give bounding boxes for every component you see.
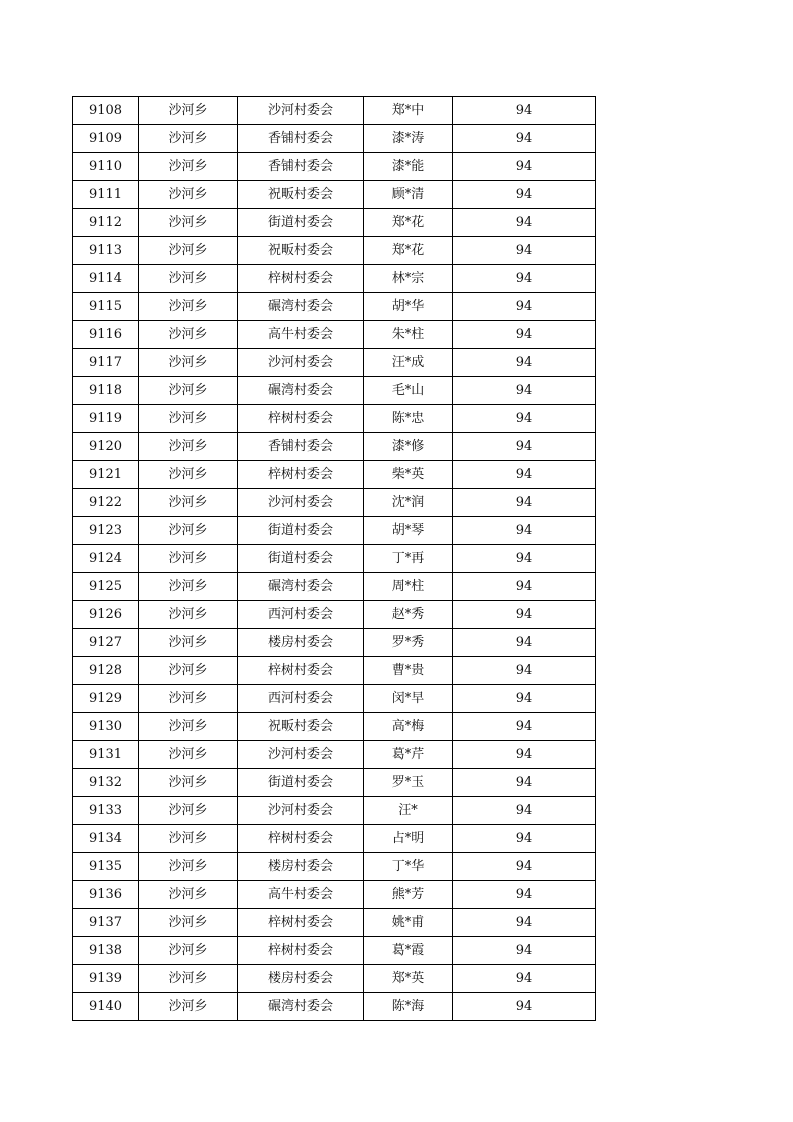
row-village-cell: 西河村委会: [238, 601, 364, 629]
row-town-cell: 沙河乡: [139, 601, 238, 629]
row-town-cell: 沙河乡: [139, 321, 238, 349]
roster-table: [72, 96, 596, 1021]
table-row: [73, 265, 596, 293]
table-row: [73, 181, 596, 209]
row-score-cell: 94: [453, 545, 596, 573]
row-village-cell: 楼房村委会: [238, 629, 364, 657]
table-row: [73, 685, 596, 713]
row-name-cell: 顾*清: [364, 181, 453, 209]
table-row: [73, 461, 596, 489]
row-village-cell: 梓树村委会: [238, 657, 364, 685]
row-id-cell: 9132: [73, 769, 139, 797]
row-score-cell: 94: [453, 741, 596, 769]
row-id-cell: 9115: [73, 293, 139, 321]
table-row: [73, 937, 596, 965]
row-name-cell: 丁*华: [364, 853, 453, 881]
row-id-cell: 9134: [73, 825, 139, 853]
row-town-cell: 沙河乡: [139, 713, 238, 741]
row-village-cell: 西河村委会: [238, 685, 364, 713]
row-village-cell: 梓树村委会: [238, 937, 364, 965]
table-row: [73, 377, 596, 405]
table-row: [73, 489, 596, 517]
row-id-cell: 9133: [73, 797, 139, 825]
row-town-cell: 沙河乡: [139, 769, 238, 797]
row-id-cell: 9137: [73, 909, 139, 937]
table-row: [73, 97, 596, 125]
row-village-cell: 梓树村委会: [238, 265, 364, 293]
row-town-cell: 沙河乡: [139, 909, 238, 937]
row-score-cell: 94: [453, 909, 596, 937]
row-name-cell: 汪*: [364, 797, 453, 825]
table-row: [73, 657, 596, 685]
table-row: [73, 769, 596, 797]
table-row: [73, 433, 596, 461]
row-name-cell: 丁*再: [364, 545, 453, 573]
row-name-cell: 闵*早: [364, 685, 453, 713]
row-village-cell: 碾湾村委会: [238, 377, 364, 405]
row-score-cell: 94: [453, 993, 596, 1021]
row-town-cell: 沙河乡: [139, 209, 238, 237]
row-id-cell: 9126: [73, 601, 139, 629]
row-name-cell: 郑*花: [364, 209, 453, 237]
row-id-cell: 9129: [73, 685, 139, 713]
table-row: [73, 853, 596, 881]
row-name-cell: 林*宗: [364, 265, 453, 293]
row-name-cell: 占*明: [364, 825, 453, 853]
row-village-cell: 梓树村委会: [238, 405, 364, 433]
row-name-cell: 胡*华: [364, 293, 453, 321]
row-id-cell: 9110: [73, 153, 139, 181]
row-score-cell: 94: [453, 293, 596, 321]
row-name-cell: 罗*秀: [364, 629, 453, 657]
row-village-cell: 碾湾村委会: [238, 573, 364, 601]
row-score-cell: 94: [453, 489, 596, 517]
table-row: [73, 909, 596, 937]
row-name-cell: 漆*修: [364, 433, 453, 461]
row-village-cell: 高牛村委会: [238, 321, 364, 349]
row-village-cell: 香铺村委会: [238, 433, 364, 461]
row-town-cell: 沙河乡: [139, 293, 238, 321]
table-row: [73, 517, 596, 545]
row-score-cell: 94: [453, 937, 596, 965]
row-id-cell: 9135: [73, 853, 139, 881]
row-score-cell: 94: [453, 209, 596, 237]
row-town-cell: 沙河乡: [139, 545, 238, 573]
row-id-cell: 9120: [73, 433, 139, 461]
row-name-cell: 胡*琴: [364, 517, 453, 545]
row-village-cell: 梓树村委会: [238, 909, 364, 937]
row-village-cell: 祝畈村委会: [238, 181, 364, 209]
row-town-cell: 沙河乡: [139, 993, 238, 1021]
table-row: [73, 573, 596, 601]
table-row: [73, 713, 596, 741]
row-town-cell: 沙河乡: [139, 433, 238, 461]
row-town-cell: 沙河乡: [139, 657, 238, 685]
row-village-cell: 街道村委会: [238, 769, 364, 797]
row-town-cell: 沙河乡: [139, 853, 238, 881]
row-score-cell: 94: [453, 517, 596, 545]
table-row: [73, 993, 596, 1021]
row-name-cell: 陈*忠: [364, 405, 453, 433]
row-id-cell: 9127: [73, 629, 139, 657]
row-town-cell: 沙河乡: [139, 965, 238, 993]
row-score-cell: 94: [453, 853, 596, 881]
table-row: [73, 321, 596, 349]
row-id-cell: 9108: [73, 97, 139, 125]
row-town-cell: 沙河乡: [139, 797, 238, 825]
row-score-cell: 94: [453, 433, 596, 461]
row-name-cell: 曹*贵: [364, 657, 453, 685]
row-score-cell: 94: [453, 125, 596, 153]
row-score-cell: 94: [453, 405, 596, 433]
row-town-cell: 沙河乡: [139, 825, 238, 853]
row-village-cell: 高牛村委会: [238, 881, 364, 909]
row-score-cell: 94: [453, 97, 596, 125]
row-village-cell: 沙河村委会: [238, 97, 364, 125]
row-village-cell: 香铺村委会: [238, 153, 364, 181]
row-name-cell: 沈*润: [364, 489, 453, 517]
row-town-cell: 沙河乡: [139, 181, 238, 209]
row-name-cell: 郑*花: [364, 237, 453, 265]
row-town-cell: 沙河乡: [139, 265, 238, 293]
row-score-cell: 94: [453, 629, 596, 657]
row-town-cell: 沙河乡: [139, 881, 238, 909]
row-town-cell: 沙河乡: [139, 349, 238, 377]
row-score-cell: 94: [453, 825, 596, 853]
row-id-cell: 9131: [73, 741, 139, 769]
row-score-cell: 94: [453, 573, 596, 601]
row-town-cell: 沙河乡: [139, 237, 238, 265]
row-name-cell: 高*梅: [364, 713, 453, 741]
row-village-cell: 梓树村委会: [238, 825, 364, 853]
row-id-cell: 9109: [73, 125, 139, 153]
row-name-cell: 葛*霞: [364, 937, 453, 965]
row-id-cell: 9130: [73, 713, 139, 741]
row-id-cell: 9116: [73, 321, 139, 349]
row-name-cell: 熊*芳: [364, 881, 453, 909]
row-score-cell: 94: [453, 265, 596, 293]
table-row: [73, 825, 596, 853]
row-village-cell: 街道村委会: [238, 545, 364, 573]
row-id-cell: 9122: [73, 489, 139, 517]
row-id-cell: 9114: [73, 265, 139, 293]
row-town-cell: 沙河乡: [139, 153, 238, 181]
table-row: [73, 405, 596, 433]
row-village-cell: 沙河村委会: [238, 797, 364, 825]
row-id-cell: 9118: [73, 377, 139, 405]
row-id-cell: 9123: [73, 517, 139, 545]
row-id-cell: 9111: [73, 181, 139, 209]
row-town-cell: 沙河乡: [139, 489, 238, 517]
row-village-cell: 街道村委会: [238, 517, 364, 545]
row-name-cell: 朱*柱: [364, 321, 453, 349]
row-score-cell: 94: [453, 965, 596, 993]
row-id-cell: 9124: [73, 545, 139, 573]
row-name-cell: 郑*中: [364, 97, 453, 125]
row-name-cell: 赵*秀: [364, 601, 453, 629]
row-score-cell: 94: [453, 321, 596, 349]
row-id-cell: 9136: [73, 881, 139, 909]
row-town-cell: 沙河乡: [139, 125, 238, 153]
table-row: [73, 349, 596, 377]
table-row: [73, 153, 596, 181]
row-village-cell: 碾湾村委会: [238, 993, 364, 1021]
row-id-cell: 9117: [73, 349, 139, 377]
row-id-cell: 9128: [73, 657, 139, 685]
row-village-cell: 祝畈村委会: [238, 713, 364, 741]
table-row: [73, 629, 596, 657]
row-score-cell: 94: [453, 237, 596, 265]
row-name-cell: 郑*英: [364, 965, 453, 993]
row-name-cell: 陈*海: [364, 993, 453, 1021]
row-score-cell: 94: [453, 377, 596, 405]
row-town-cell: 沙河乡: [139, 461, 238, 489]
table-row: [73, 601, 596, 629]
table-row: [73, 237, 596, 265]
row-name-cell: 柴*英: [364, 461, 453, 489]
row-id-cell: 9112: [73, 209, 139, 237]
row-id-cell: 9125: [73, 573, 139, 601]
row-score-cell: 94: [453, 181, 596, 209]
row-id-cell: 9113: [73, 237, 139, 265]
table-row: [73, 965, 596, 993]
row-name-cell: 姚*甫: [364, 909, 453, 937]
row-score-cell: 94: [453, 153, 596, 181]
row-town-cell: 沙河乡: [139, 741, 238, 769]
row-town-cell: 沙河乡: [139, 377, 238, 405]
row-name-cell: 漆*能: [364, 153, 453, 181]
row-id-cell: 9139: [73, 965, 139, 993]
row-score-cell: 94: [453, 881, 596, 909]
row-name-cell: 毛*山: [364, 377, 453, 405]
table-row: [73, 209, 596, 237]
row-name-cell: 漆*涛: [364, 125, 453, 153]
row-id-cell: 9140: [73, 993, 139, 1021]
row-village-cell: 梓树村委会: [238, 461, 364, 489]
row-town-cell: 沙河乡: [139, 685, 238, 713]
row-score-cell: 94: [453, 685, 596, 713]
row-score-cell: 94: [453, 461, 596, 489]
row-village-cell: 碾湾村委会: [238, 293, 364, 321]
row-score-cell: 94: [453, 601, 596, 629]
row-village-cell: 沙河村委会: [238, 741, 364, 769]
row-village-cell: 香铺村委会: [238, 125, 364, 153]
roster-table-body: [73, 97, 596, 1021]
table-row: [73, 797, 596, 825]
row-name-cell: 葛*芹: [364, 741, 453, 769]
row-name-cell: 周*柱: [364, 573, 453, 601]
row-id-cell: 9138: [73, 937, 139, 965]
row-id-cell: 9121: [73, 461, 139, 489]
row-score-cell: 94: [453, 769, 596, 797]
row-town-cell: 沙河乡: [139, 517, 238, 545]
row-score-cell: 94: [453, 797, 596, 825]
row-id-cell: 9119: [73, 405, 139, 433]
row-score-cell: 94: [453, 713, 596, 741]
table-row: [73, 545, 596, 573]
row-village-cell: 祝畈村委会: [238, 237, 364, 265]
row-village-cell: 沙河村委会: [238, 349, 364, 377]
table-row: [73, 293, 596, 321]
row-village-cell: 沙河村委会: [238, 489, 364, 517]
table-row: [73, 741, 596, 769]
row-town-cell: 沙河乡: [139, 405, 238, 433]
row-village-cell: 街道村委会: [238, 209, 364, 237]
table-row: [73, 881, 596, 909]
table-row: [73, 125, 596, 153]
row-town-cell: 沙河乡: [139, 573, 238, 601]
row-name-cell: 汪*成: [364, 349, 453, 377]
row-town-cell: 沙河乡: [139, 937, 238, 965]
row-village-cell: 楼房村委会: [238, 965, 364, 993]
row-village-cell: 楼房村委会: [238, 853, 364, 881]
row-score-cell: 94: [453, 657, 596, 685]
row-name-cell: 罗*玉: [364, 769, 453, 797]
row-town-cell: 沙河乡: [139, 97, 238, 125]
row-town-cell: 沙河乡: [139, 629, 238, 657]
row-score-cell: 94: [453, 349, 596, 377]
